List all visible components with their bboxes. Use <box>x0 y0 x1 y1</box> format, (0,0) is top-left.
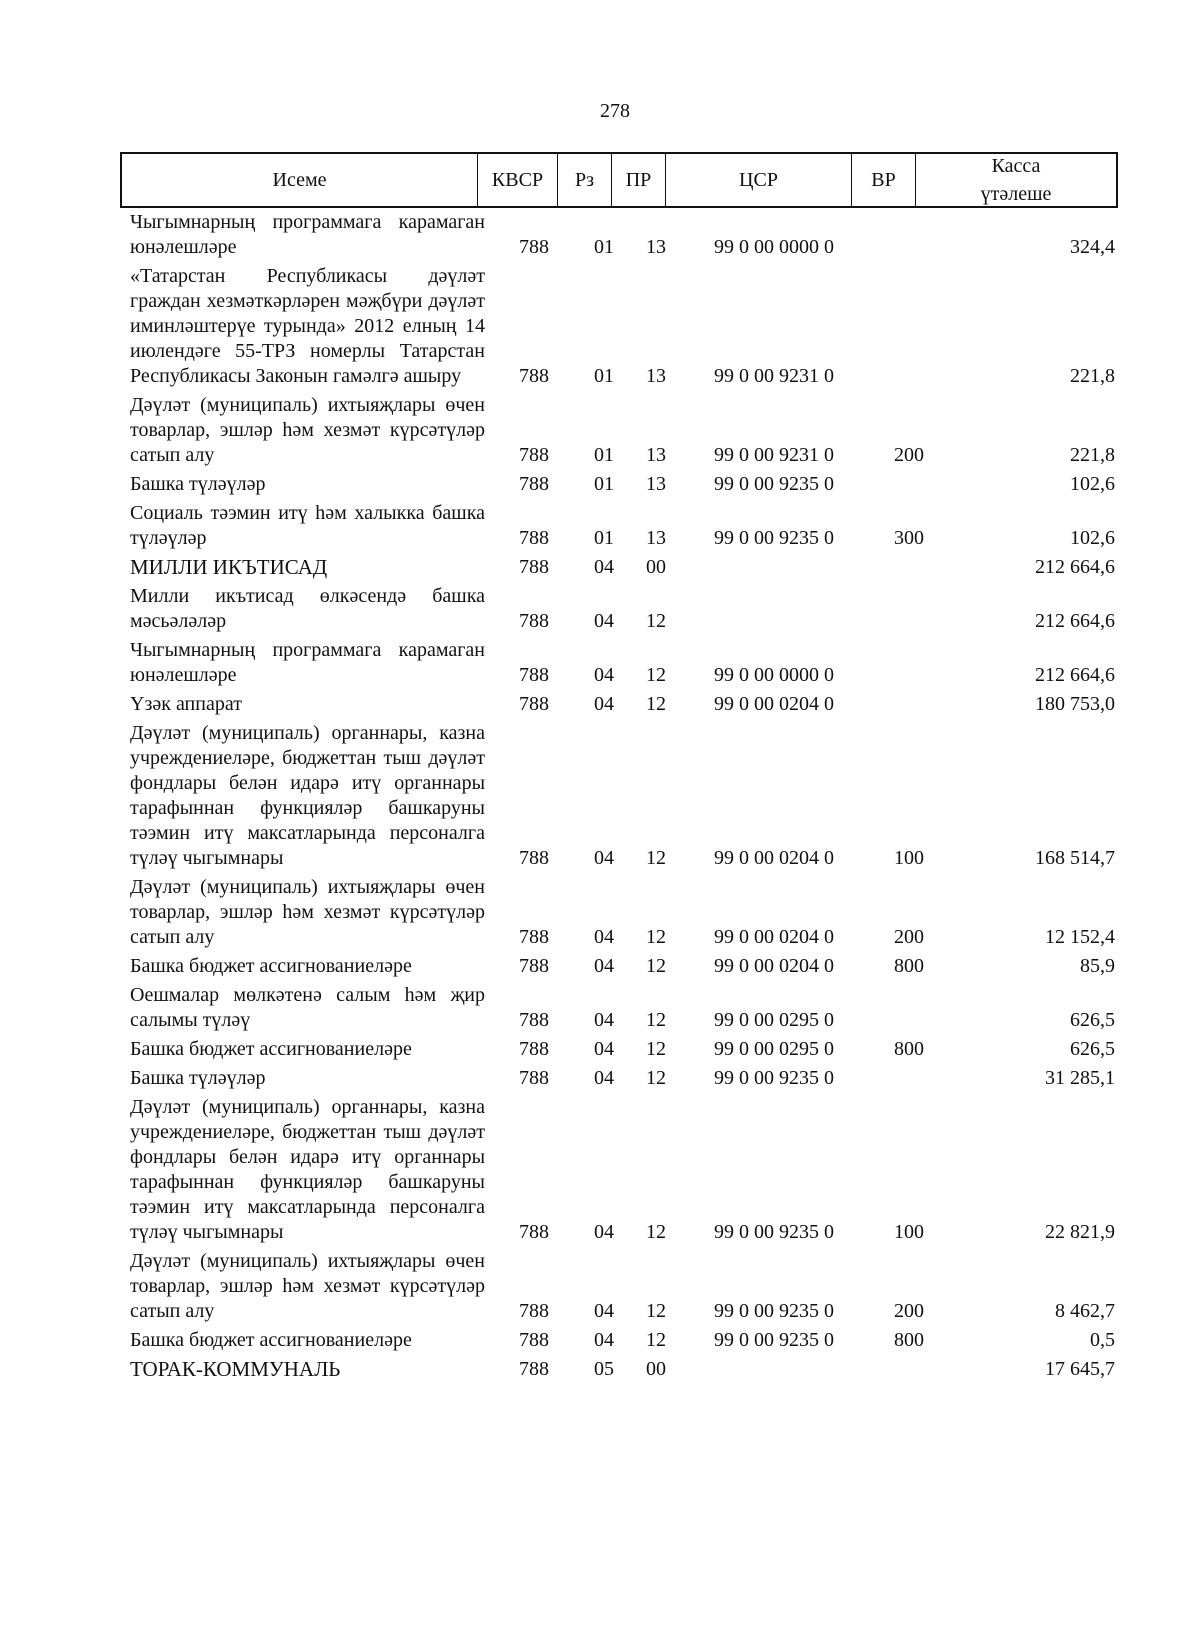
row-name: Башка бюджет ассигнованиеләре <box>130 955 412 977</box>
row-name: ТОРАК-КОММУНАЛЬ <box>130 1357 341 1381</box>
row-sum: 102,6 <box>1070 473 1115 495</box>
row-kvsr: 788 <box>519 955 549 977</box>
table-row <box>130 501 1125 551</box>
table-row <box>130 638 1125 688</box>
row-sum: 626,5 <box>1070 1038 1115 1060</box>
row-kvsr: 788 <box>519 1067 549 1089</box>
row-rz: 01 <box>594 473 614 495</box>
table-row <box>130 1249 1125 1324</box>
row-pr: 13 <box>646 236 666 258</box>
row-kvsr: 788 <box>519 847 549 869</box>
row-rz: 04 <box>594 1009 614 1031</box>
row-name: Башка түләүләр <box>130 473 266 495</box>
page-number: 278 <box>600 100 630 122</box>
row-pr: 12 <box>646 847 666 869</box>
row-vr: 300 <box>894 527 924 549</box>
row-vr: 800 <box>894 1329 924 1351</box>
row-csr: 99 0 00 0204 0 <box>714 955 834 977</box>
row-csr: 99 0 00 9235 0 <box>714 1329 834 1351</box>
row-sum: 212 664,6 <box>1035 610 1115 632</box>
row-rz: 04 <box>594 693 614 715</box>
row-pr: 13 <box>646 527 666 549</box>
row-vr: 100 <box>894 1221 924 1243</box>
row-sum: 221,8 <box>1070 365 1115 387</box>
row-sum: 168 514,7 <box>1035 847 1115 869</box>
table-row <box>130 555 1125 580</box>
row-pr: 12 <box>646 1067 666 1089</box>
row-vr: 100 <box>894 847 924 869</box>
row-kvsr: 788 <box>519 527 549 549</box>
table-row <box>130 584 1125 634</box>
row-vr: 800 <box>894 1038 924 1060</box>
row-rz: 04 <box>594 610 614 632</box>
row-name: Дәүләт (муниципаль) ихтыяҗлары өчен товарлар, эшләр һәм хезмәт күрсәтүләр сатып алу <box>130 876 485 948</box>
row-csr: 99 0 00 9235 0 <box>714 473 834 495</box>
row-csr: 99 0 00 9235 0 <box>714 1221 834 1243</box>
row-pr: 13 <box>646 365 666 387</box>
row-csr: 99 0 00 9235 0 <box>714 527 834 549</box>
row-rz: 04 <box>594 1300 614 1322</box>
row-name: МИЛЛИ ИКЪТИСАД <box>130 555 328 579</box>
row-name: Милли икътисад өлкәсендә башка мәсьәләләр <box>130 585 485 632</box>
row-kvsr: 788 <box>519 556 549 578</box>
row-rz: 04 <box>594 1329 614 1351</box>
table-row <box>130 983 1125 1033</box>
row-sum: 626,5 <box>1070 1009 1115 1031</box>
row-pr: 12 <box>646 1038 666 1060</box>
row-sum: 12 152,4 <box>1045 926 1115 948</box>
table-row <box>130 1037 1125 1062</box>
row-name: Дәүләт (муниципаль) органнары, казна учреждениеләре, бюджеттан тыш дәүләт фондлары белән идарә итү органнары тарафыннан функцияләр башкаруны тәэмин итү максатларында персоналга түләү чыгымнары <box>130 722 485 869</box>
table-row <box>130 1066 1125 1091</box>
row-sum: 212 664,6 <box>1035 664 1115 686</box>
row-sum: 85,9 <box>1080 955 1115 977</box>
row-csr: 99 0 00 0295 0 <box>714 1009 834 1031</box>
row-rz: 04 <box>594 847 614 869</box>
row-rz: 01 <box>594 236 614 258</box>
row-pr: 12 <box>646 955 666 977</box>
row-sum: 17 645,7 <box>1045 1358 1115 1380</box>
row-sum: 221,8 <box>1070 444 1115 466</box>
row-rz: 01 <box>594 527 614 549</box>
row-csr: 99 0 00 9231 0 <box>714 444 834 466</box>
row-rz: 05 <box>594 1358 614 1380</box>
row-kvsr: 788 <box>519 1038 549 1060</box>
row-kvsr: 788 <box>519 1300 549 1322</box>
row-rz: 04 <box>594 556 614 578</box>
row-rz: 01 <box>594 365 614 387</box>
row-rz: 04 <box>594 1067 614 1089</box>
row-name: Дәүләт (муниципаль) ихтыяҗлары өчен товарлар, эшләр һәм хезмәт күрсәтүләр сатып алу <box>130 1250 485 1322</box>
row-kvsr: 788 <box>519 444 549 466</box>
header-vr: ВР <box>851 154 915 206</box>
row-sum: 102,6 <box>1070 527 1115 549</box>
table-row <box>130 393 1125 468</box>
row-kvsr: 788 <box>519 926 549 948</box>
row-pr: 12 <box>646 693 666 715</box>
row-kvsr: 788 <box>519 610 549 632</box>
row-pr: 12 <box>646 1009 666 1031</box>
table-row <box>130 954 1125 979</box>
row-kvsr: 788 <box>519 365 549 387</box>
row-sum: 8 462,7 <box>1055 1300 1115 1322</box>
row-sum: 180 753,0 <box>1035 693 1115 715</box>
table-body <box>130 210 1125 1386</box>
table-row <box>130 1357 1125 1382</box>
table-row <box>130 721 1125 871</box>
row-sum: 324,4 <box>1070 236 1115 258</box>
table-row <box>130 472 1125 497</box>
row-csr: 99 0 00 9235 0 <box>714 1067 834 1089</box>
row-name: Дәүләт (муниципаль) ихтыяҗлары өчен товарлар, эшләр һәм хезмәт күрсәтүләр сатып алу <box>130 394 485 466</box>
row-pr: 00 <box>646 556 666 578</box>
row-kvsr: 788 <box>519 236 549 258</box>
table-row <box>130 1095 1125 1245</box>
row-name: Оешмалар мөлкәтенә салым һәм җир салымы түләү <box>130 984 485 1031</box>
row-name: «Татарстан Республикасы дәүләт граждан хезмәткәрләрен мәҗбүри дәүләт иминләштерүе турында» 2012 елның 14 июлендәге 55-ТРЗ номерлы Татарстан Республикасы Законын гамәлгә ашыру <box>130 265 485 387</box>
row-vr: 200 <box>894 444 924 466</box>
row-name: Үзәк аппарат <box>130 693 242 715</box>
row-rz: 04 <box>594 1221 614 1243</box>
row-name: Башка бюджет ассигнованиеләре <box>130 1038 412 1060</box>
row-csr: 99 0 00 0204 0 <box>714 847 834 869</box>
row-rz: 01 <box>594 444 614 466</box>
row-name: Башка түләүләр <box>130 1067 266 1089</box>
row-pr: 12 <box>646 610 666 632</box>
row-csr: 99 0 00 0204 0 <box>714 693 834 715</box>
row-kvsr: 788 <box>519 1358 549 1380</box>
row-sum: 0,5 <box>1090 1329 1115 1351</box>
header-rz: Рз <box>557 154 611 206</box>
row-vr: 200 <box>894 1300 924 1322</box>
row-kvsr: 788 <box>519 1329 549 1351</box>
table-row <box>130 210 1125 260</box>
row-kvsr: 788 <box>519 473 549 495</box>
row-csr: 99 0 00 0000 0 <box>714 664 834 686</box>
table-row <box>130 264 1125 389</box>
row-kvsr: 788 <box>519 1009 549 1031</box>
table-row <box>130 692 1125 717</box>
row-csr: 99 0 00 9231 0 <box>714 365 834 387</box>
row-vr: 800 <box>894 955 924 977</box>
header-pr: ПР <box>611 154 665 206</box>
row-name: Башка бюджет ассигнованиеләре <box>130 1329 412 1351</box>
row-csr: 99 0 00 0000 0 <box>714 236 834 258</box>
row-pr: 00 <box>646 1358 666 1380</box>
row-pr: 12 <box>646 926 666 948</box>
row-name: Дәүләт (муниципаль) органнары, казна учреждениеләре, бюджеттан тыш дәүләт фондлары белән идарә итү органнары тарафыннан функцияләр башкаруны тәэмин итү максатларында персоналга түләү чыгымнары <box>130 1096 485 1243</box>
row-kvsr: 788 <box>519 1221 549 1243</box>
row-pr: 12 <box>646 1329 666 1351</box>
row-rz: 04 <box>594 1038 614 1060</box>
row-pr: 12 <box>646 1221 666 1243</box>
row-pr: 12 <box>646 1300 666 1322</box>
row-rz: 04 <box>594 664 614 686</box>
row-sum: 31 285,1 <box>1045 1067 1115 1089</box>
table-header <box>120 152 1118 208</box>
row-name: Чыгымнарның программага карамаган юнәлешләре <box>130 639 485 686</box>
header-sum: Касса үтәлеше <box>915 154 1116 206</box>
row-name: Чыгымнарның программага карамаган юнәлешләре <box>130 211 485 258</box>
row-pr: 13 <box>646 444 666 466</box>
row-sum: 212 664,6 <box>1035 556 1115 578</box>
table-row <box>130 875 1125 950</box>
row-pr: 12 <box>646 664 666 686</box>
row-csr: 99 0 00 9235 0 <box>714 1300 834 1322</box>
row-kvsr: 788 <box>519 693 549 715</box>
header-kvsr: КВСР <box>477 154 557 206</box>
table-row <box>130 1328 1125 1353</box>
row-csr: 99 0 00 0204 0 <box>714 926 834 948</box>
row-vr: 200 <box>894 926 924 948</box>
row-name: Социаль тәэмин итү һәм халыкка башка түләүләр <box>130 502 485 549</box>
header-csr: ЦСР <box>665 154 851 206</box>
row-rz: 04 <box>594 926 614 948</box>
row-sum: 22 821,9 <box>1045 1221 1115 1243</box>
row-csr: 99 0 00 0295 0 <box>714 1038 834 1060</box>
header-name: Исеме <box>272 169 327 191</box>
row-pr: 13 <box>646 473 666 495</box>
row-kvsr: 788 <box>519 664 549 686</box>
row-rz: 04 <box>594 955 614 977</box>
